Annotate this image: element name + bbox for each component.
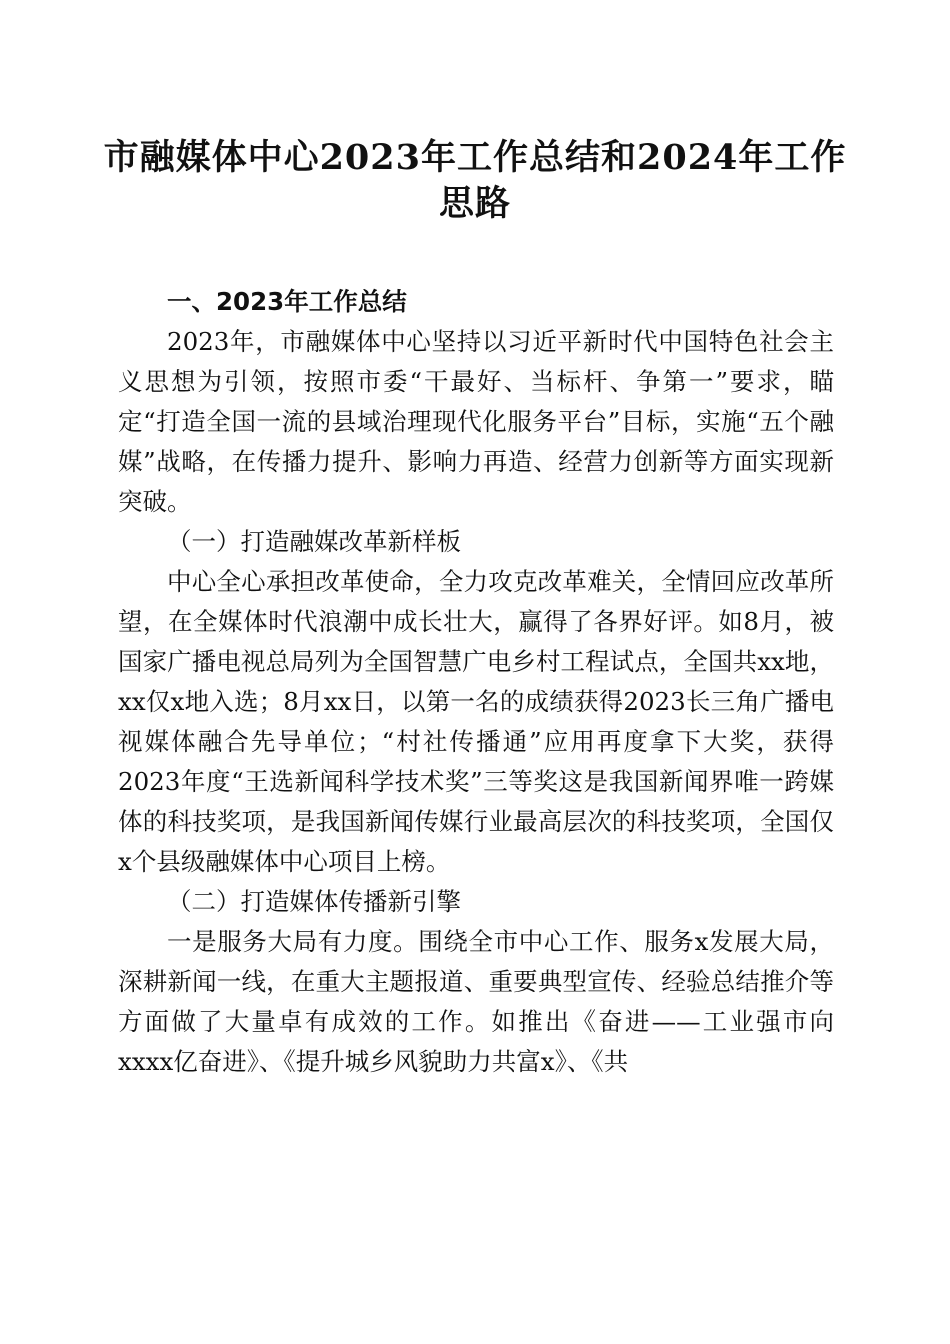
document-title: 市融媒体中心2023年工作总结和2024年工作思路	[103, 137, 847, 224]
subsection-2-text: 围绕全市中心工作、服务x发展大局，深耕新闻一线，在重大主题报道、重要典型宣传、经验总结推介等方面做了大量卓有成效的工作。如推出《奋进——工业强市向xxxx亿奋进》、《提升城乡风貌助力共富x》、《共	[118, 927, 835, 1076]
subsection-2-lead: 一是服务大局有力度。	[167, 927, 419, 956]
section-heading-1: 一、2023年工作总结	[167, 287, 407, 316]
intro-paragraph: 2023年，市融媒体中心坚持以习近平新时代中国特色社会主义思想为引领，按照市委“干最好、当标杆、争第一”要求，瞄定“打造全国一流的县域治理现代化服务平台”目标，实施“五个融媒”战略，在传播力提升、影响力再造、经营力创新等方面实现新突破。	[118, 327, 834, 516]
subsection-1-paragraph: 中心全心承担改革使命，全力攻克改革难关，全情回应改革所望，在全媒体时代浪潮中成长壮大，赢得了各界好评。如8月，被国家广播电视总局列为全国智慧广电乡村工程试点，全国共xx地，xx仅x地入选；8月xx日，以第一名的成绩获得2023长三角广播电视媒体融合先导单位；“村社传播通”应用再度拿下大奖，获得2023年度“王选新闻科学技术奖”三等奖这是我国新闻界唯一跨媒体的科技奖项，是我国新闻传媒行业最高层次的科技奖项，全国仅x个县级融媒体中心项目上榜。	[118, 567, 834, 876]
subsection-2-paragraph	[118, 922, 834, 1082]
subsection-heading-1: （一）打造融媒改革新样板	[167, 527, 461, 556]
subsection-heading-2: （二）打造媒体传播新引擎	[167, 887, 461, 916]
document-body	[118, 282, 834, 1082]
